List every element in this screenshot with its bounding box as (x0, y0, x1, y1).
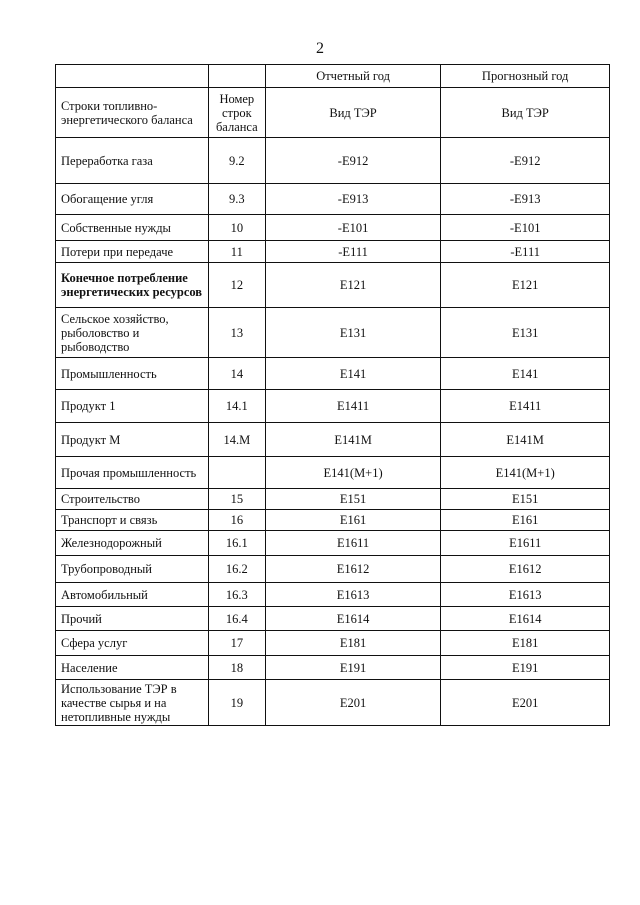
forecast-value-cell: E1612 (441, 556, 610, 583)
reporting-value-cell: E1411 (265, 390, 441, 423)
row-number-cell: 16.4 (208, 607, 265, 631)
forecast-value-cell: E161 (441, 510, 610, 531)
row-label-cell: Железнодорожный (56, 531, 209, 556)
table-row (56, 556, 610, 583)
rows-column-header: Строки топливно-энергетического баланса (56, 88, 209, 138)
row-number-cell: 15 (208, 489, 265, 510)
reporting-value-cell: E141 (265, 358, 441, 390)
reporting-value-cell: E141(M+1) (265, 457, 441, 489)
row-label-cell: Промышленность (56, 358, 209, 390)
row-label-cell: Прочий (56, 607, 209, 631)
reporting-value-cell: E201 (265, 680, 441, 726)
reporting-year-header: Отчетный год (265, 65, 441, 88)
row-label-cell: Потери при передаче (56, 241, 209, 263)
row-number-cell: 12 (208, 263, 265, 308)
table-row (56, 263, 610, 308)
table-row (56, 358, 610, 390)
row-number-cell: 9.2 (208, 138, 265, 184)
table-row (56, 215, 610, 241)
row-number-cell: 19 (208, 680, 265, 726)
reporting-value-cell: E1614 (265, 607, 441, 631)
forecast-value-cell: E201 (441, 680, 610, 726)
reporting-value-cell: E1613 (265, 583, 441, 607)
row-label-cell: Трубопроводный (56, 556, 209, 583)
table-row (56, 457, 610, 489)
row-number-cell: 13 (208, 308, 265, 358)
row-number-cell: 10 (208, 215, 265, 241)
table-row (56, 680, 610, 726)
reporting-value-cell: -E101 (265, 215, 441, 241)
reporting-value-cell: E121 (265, 263, 441, 308)
number-column-header: Номер строк баланса (208, 88, 265, 138)
row-label-cell: Собственные нужды (56, 215, 209, 241)
empty-header-cell (208, 65, 265, 88)
forecast-value-cell: -E101 (441, 215, 610, 241)
forecast-value-cell: E131 (441, 308, 610, 358)
fuel-energy-balance-table (55, 64, 610, 726)
reporting-value-cell: -E913 (265, 184, 441, 215)
forecast-value-cell: E1614 (441, 607, 610, 631)
reporting-value-cell: E131 (265, 308, 441, 358)
row-label-cell: Сельское хозяйство, рыболовство и рыбоводство (56, 308, 209, 358)
forecast-value-cell: E141(M+1) (441, 457, 610, 489)
row-label-cell: Транспорт и связь (56, 510, 209, 531)
forecast-value-cell: -E111 (441, 241, 610, 263)
reporting-value-cell: -E111 (265, 241, 441, 263)
reporting-value-cell: E1611 (265, 531, 441, 556)
table-row (56, 607, 610, 631)
table-row (56, 184, 610, 215)
forecast-value-cell: -E912 (441, 138, 610, 184)
forecast-value-cell: E121 (441, 263, 610, 308)
forecast-value-cell: E151 (441, 489, 610, 510)
table-row (56, 390, 610, 423)
table-row (56, 531, 610, 556)
row-number-cell: 16.2 (208, 556, 265, 583)
forecast-value-cell: E141M (441, 423, 610, 457)
header-row-labels (56, 88, 610, 138)
row-number-cell: 11 (208, 241, 265, 263)
row-label-cell: Продукт M (56, 423, 209, 457)
reporting-value-cell: E141M (265, 423, 441, 457)
row-label-cell: Переработка газа (56, 138, 209, 184)
row-number-cell: 16 (208, 510, 265, 531)
table-row (56, 489, 610, 510)
forecast-value-cell: E1411 (441, 390, 610, 423)
forecast-value-cell: E181 (441, 631, 610, 656)
row-number-cell: 14.1 (208, 390, 265, 423)
row-number-cell: 16.3 (208, 583, 265, 607)
row-number-cell: 17 (208, 631, 265, 656)
reporting-value-cell: -E912 (265, 138, 441, 184)
forecast-value-cell: E191 (441, 656, 610, 680)
table-row (56, 583, 610, 607)
row-label-cell: Конечное потребление энергетических ресурсов (56, 263, 209, 308)
ter-type-header-reporting: Вид ТЭР (265, 88, 441, 138)
reporting-value-cell: E151 (265, 489, 441, 510)
row-number-cell: 16.1 (208, 531, 265, 556)
row-label-cell: Использование ТЭР в качестве сырья и на нетопливные нужды (56, 680, 209, 726)
header-row-years (56, 65, 610, 88)
row-label-cell: Прочая промышленность (56, 457, 209, 489)
row-number-cell: 18 (208, 656, 265, 680)
forecast-value-cell: E141 (441, 358, 610, 390)
row-label-cell: Население (56, 656, 209, 680)
table-row (56, 631, 610, 656)
row-number-cell: 9.3 (208, 184, 265, 215)
reporting-value-cell: E161 (265, 510, 441, 531)
row-label-cell: Продукт 1 (56, 390, 209, 423)
forecast-value-cell: E1611 (441, 531, 610, 556)
table-row (56, 308, 610, 358)
forecast-value-cell: E1613 (441, 583, 610, 607)
row-label-cell: Сфера услуг (56, 631, 209, 656)
row-label-cell: Строительство (56, 489, 209, 510)
table-row (56, 656, 610, 680)
row-label-cell: Обогащение угля (56, 184, 209, 215)
empty-header-cell (56, 65, 209, 88)
reporting-value-cell: E1612 (265, 556, 441, 583)
forecast-year-header: Прогнозный год (441, 65, 610, 88)
table-row (56, 138, 610, 184)
table-row (56, 423, 610, 457)
page-number: 2 (316, 40, 324, 57)
row-number-cell (208, 457, 265, 489)
forecast-value-cell: -E913 (441, 184, 610, 215)
ter-type-header-forecast: Вид ТЭР (441, 88, 610, 138)
reporting-value-cell: E181 (265, 631, 441, 656)
table-row (56, 241, 610, 263)
reporting-value-cell: E191 (265, 656, 441, 680)
row-number-cell: 14.M (208, 423, 265, 457)
row-label-cell: Автомобильный (56, 583, 209, 607)
table-row (56, 510, 610, 531)
row-number-cell: 14 (208, 358, 265, 390)
